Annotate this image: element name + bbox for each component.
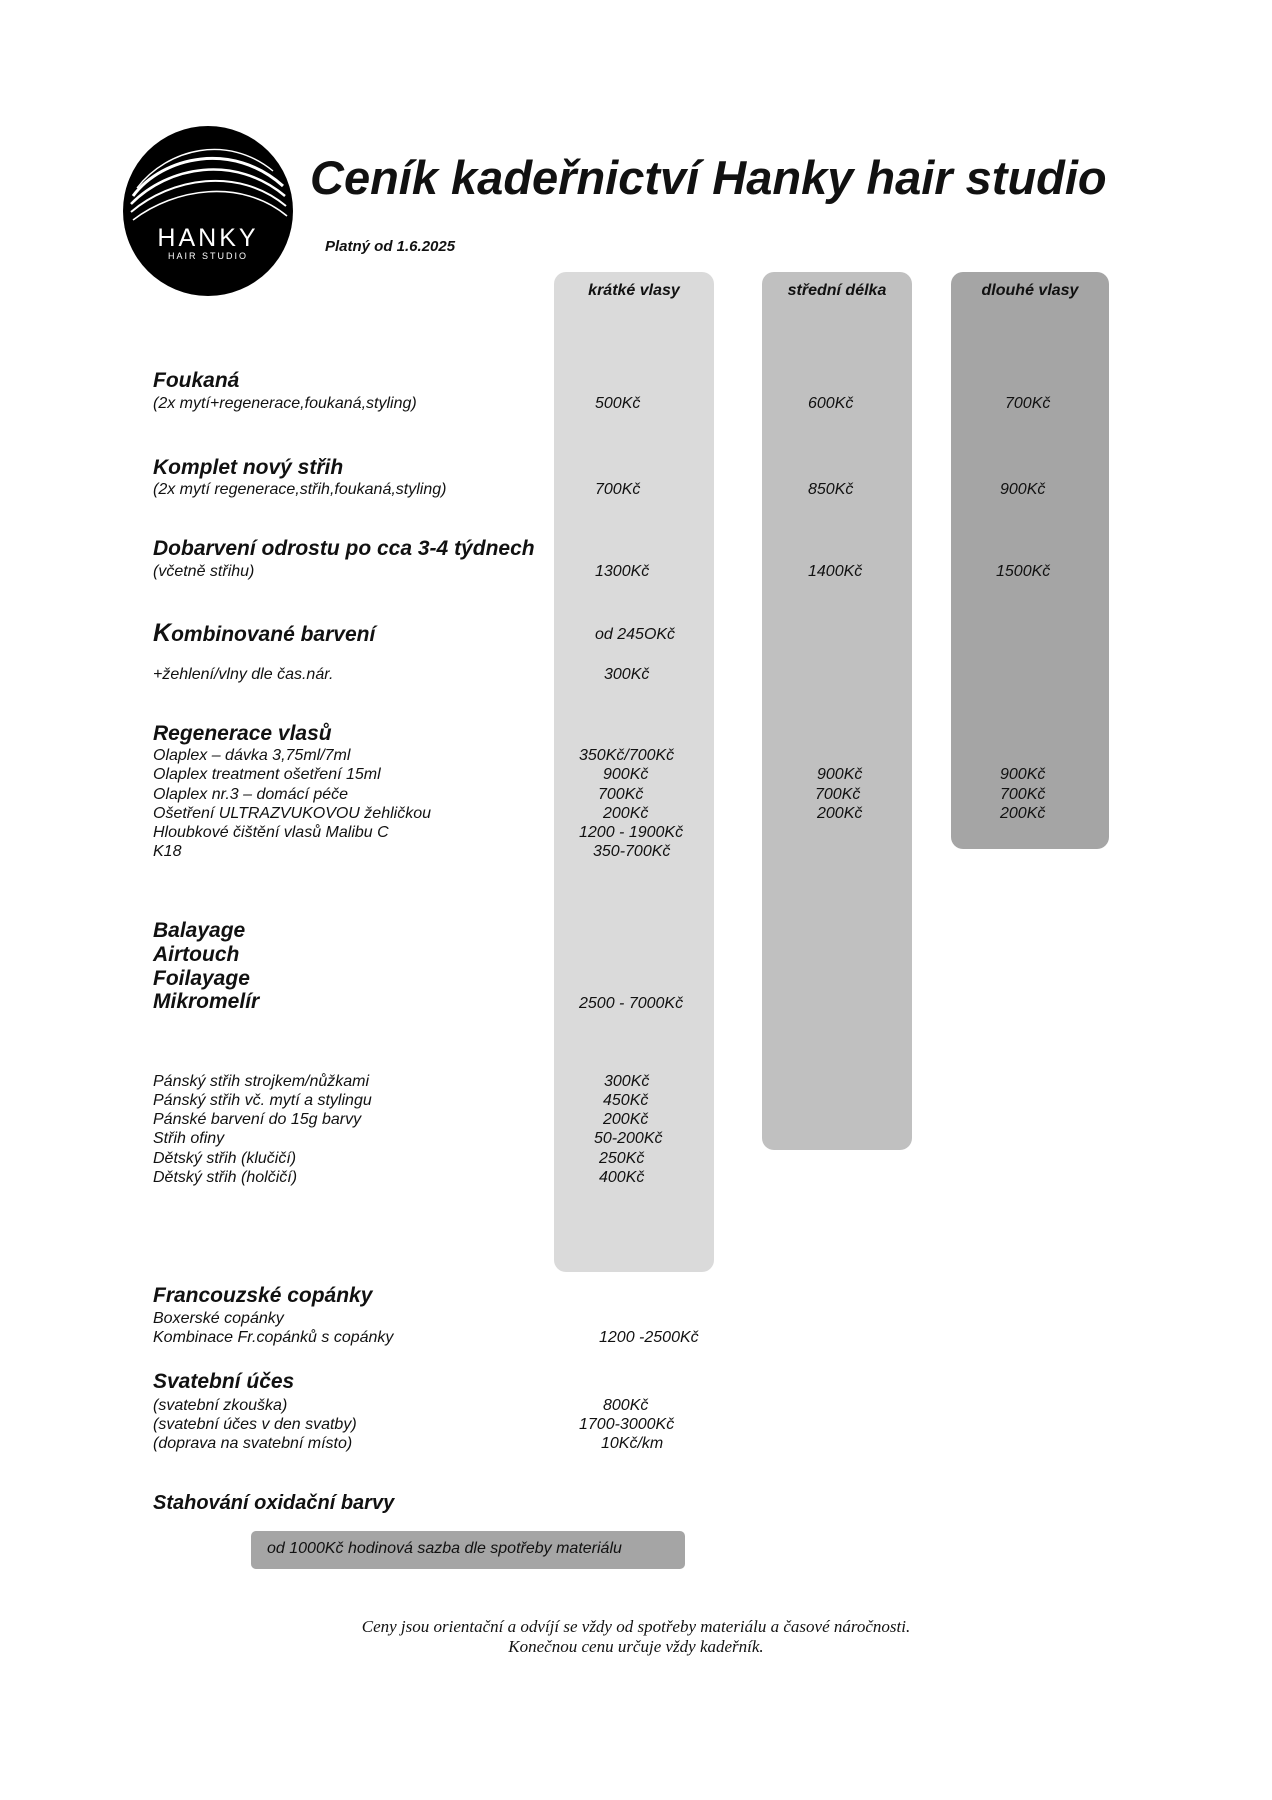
- section-heading: Foukaná: [153, 369, 240, 392]
- rate-note: od 1000Kč hodinová sazba dle spotřeby materiálu: [267, 1540, 622, 1557]
- price-short: 200Kč: [603, 805, 649, 822]
- price-short: 300Kč: [604, 1073, 650, 1090]
- service-label: Dětský střih (holčičí): [153, 1169, 298, 1186]
- service-label: Olaplex treatment ošetření 15ml: [153, 766, 381, 783]
- price-medium: 200Kč: [817, 805, 863, 822]
- price-short: 400Kč: [599, 1169, 645, 1186]
- section-heading: Svatební účes: [153, 1370, 295, 1393]
- footer-line-1: Ceny jsou orientační a odvíjí se vždy od spotřeby materiálu a časové náročnosti.: [361, 1617, 911, 1636]
- price: 800Kč: [603, 1397, 649, 1414]
- service-label: K18: [153, 843, 182, 860]
- price-medium: 850Kč: [808, 481, 854, 498]
- service-heading: Airtouch: [153, 943, 240, 966]
- column-header-medium: střední délka: [787, 282, 887, 299]
- logo: [123, 126, 293, 296]
- price-medium: 600Kč: [808, 395, 854, 412]
- column-header-long: dlouhé vlasy: [981, 282, 1079, 299]
- price-short: 450Kč: [603, 1092, 649, 1109]
- service-label: (doprava na svatební místo): [153, 1435, 353, 1452]
- service-label: Pánský střih strojkem/nůžkami: [153, 1073, 370, 1090]
- price-short: 2500 - 7000Kč: [579, 995, 684, 1012]
- price-short: 1200 - 1900Kč: [579, 824, 684, 841]
- service-label: Střih ofiny: [153, 1130, 225, 1147]
- logo-name: HANKY: [157, 224, 259, 252]
- logo-subtitle: HAIR STUDIO: [167, 251, 248, 261]
- service-label: (svatební účes v den svatby): [153, 1416, 357, 1433]
- price-medium: 700Kč: [815, 786, 861, 803]
- price-short: 900Kč: [603, 766, 649, 783]
- hair-wave-icon: [123, 126, 293, 296]
- section-note: +žehlení/vlny dle čas.nár.: [153, 666, 334, 683]
- service-label: Kombinace Fr.copánků s copánky: [153, 1329, 394, 1346]
- price-short: 700Kč: [598, 786, 644, 803]
- service-heading: Mikromelír: [153, 990, 260, 1013]
- column-long-hair: [951, 272, 1109, 849]
- price-short: 300Kč: [604, 666, 650, 683]
- service-label: Dětský střih (klučičí): [153, 1150, 297, 1167]
- price-medium: 1400Kč: [808, 563, 863, 580]
- service-heading: Balayage: [153, 919, 246, 942]
- price: 10Kč/km: [601, 1435, 664, 1452]
- service-label: Hloubkové čištění vlasů Malibu C: [153, 824, 389, 841]
- price-short: 1300Kč: [595, 563, 650, 580]
- section-heading: Dobarvení odrostu po cca 3-4 týdnech: [153, 537, 535, 560]
- price-short: 200Kč: [603, 1111, 649, 1128]
- price-long: 200Kč: [1000, 805, 1046, 822]
- page-title: Ceník kadeřnictví Hanky hair studio: [310, 151, 1107, 204]
- price-long: 900Kč: [1000, 766, 1046, 783]
- price-short: 250Kč: [599, 1150, 645, 1167]
- valid-from: Platný od 1.6.2025: [325, 238, 456, 255]
- section-heading: Regenerace vlasů: [153, 722, 332, 745]
- column-header-short: krátké vlasy: [588, 282, 680, 299]
- price-long: 900Kč: [1000, 481, 1046, 498]
- section-heading: [153, 619, 375, 648]
- price-long: 700Kč: [1005, 395, 1051, 412]
- section-note: (2x mytí regenerace,střih,foukaná,styling): [153, 481, 447, 498]
- heading-rest: ombinované barvení: [171, 623, 376, 646]
- service-label: Boxerské copánky: [153, 1310, 284, 1327]
- service-label: Olaplex – dávka 3,75ml/7ml: [153, 747, 351, 764]
- price-long: 700Kč: [1000, 786, 1046, 803]
- price-short: od 245OKč: [595, 626, 676, 643]
- rate-note-box: [251, 1531, 685, 1569]
- footer-note: [200, 1617, 1072, 1657]
- price-short: 350-700Kč: [593, 843, 671, 860]
- footer-line-2: Konečnou cenu určuje vždy kadeřník.: [508, 1637, 764, 1656]
- price-short: 350Kč/700Kč: [579, 747, 675, 764]
- service-heading: Foilayage: [153, 967, 250, 990]
- price-long: 1500Kč: [996, 563, 1051, 580]
- heading-initial: K: [153, 619, 172, 647]
- section-note: (2x mytí+regenerace,foukaná,styling): [153, 395, 417, 412]
- price: 1200 -2500Kč: [599, 1329, 699, 1346]
- section-note: (včetně střihu): [153, 563, 255, 580]
- price-medium: 900Kč: [817, 766, 863, 783]
- service-label: Olaplex nr.3 – domácí péče: [153, 786, 349, 803]
- price-short: 700Kč: [595, 481, 641, 498]
- price-short: 50-200Kč: [594, 1130, 663, 1147]
- section-heading: Komplet nový střih: [153, 456, 344, 479]
- section-heading: Francouzské copánky: [153, 1284, 373, 1307]
- service-label: Ošetření ULTRAZVUKOVOU žehličkou: [153, 805, 432, 822]
- service-label: (svatební zkouška): [153, 1397, 288, 1414]
- price-short: 500Kč: [595, 395, 641, 412]
- price: 1700-3000Kč: [579, 1416, 675, 1433]
- section-heading: Stahování oxidační barvy: [153, 1492, 395, 1514]
- service-label: Pánský střih vč. mytí a stylingu: [153, 1092, 372, 1109]
- service-label: Pánské barvení do 15g barvy: [153, 1111, 362, 1128]
